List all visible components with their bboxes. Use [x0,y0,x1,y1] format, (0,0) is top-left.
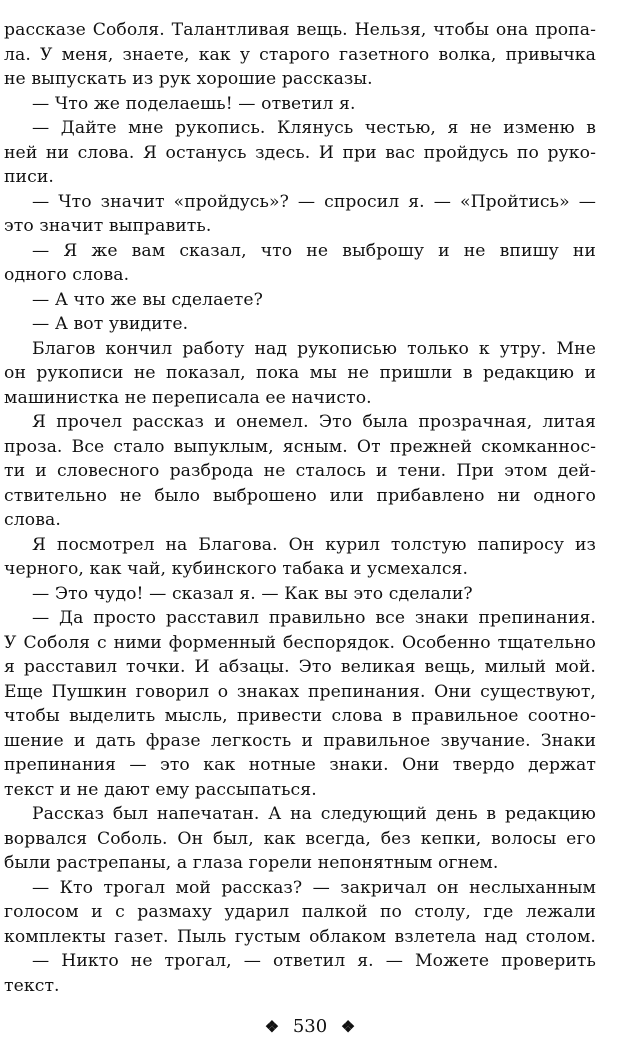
text-line: — Кто трогал мой рассказ? — закричал он неслыханным [32,877,596,898]
text-line: были растрепаны, а глаза горели непонятным огнем. [4,853,499,873]
text-line: ворвался Соболь. Он был, как всегда, без кепки, волосы его [4,828,596,849]
text-line: — Да просто расставил правильно все знаки препинания. [32,608,596,628]
text-line: черного, как чай, кубинского табака и усмехался. [4,559,469,579]
left-ornament-icon: ❖ [264,1017,280,1036]
text-line: голосом и с размаху ударил палкой по столу, где лежали [4,902,596,922]
text-line: шение и дать фразе легкость и правильное звучание. Знаки [4,730,596,751]
text-line: Благов кончил работу над рукописью только к утру. Мне [32,338,596,359]
text-line: — Это чудо! — сказал я. — Как вы это сделали? [32,583,473,604]
text-line: Я прочел рассказ и онемел. Это была прозрачная, литая [32,412,596,432]
text-line: рассказе Соболя. Талантливая вещь. Нельзя, чтобы она пропа- [4,20,596,40]
text-line: — А что же вы сделаете? [32,289,263,310]
text-line: ти и словесного разброда не сталось и тени. При этом дей- [4,461,596,481]
text-line: это значит выправить. [4,216,212,236]
page-number: 530 [292,1016,328,1037]
text-line: — Дайте мне рукопись. Клянусь честью, я не изменю в [32,118,596,138]
text-line: комплекты газет. Пыль густым облаком взлетела над столом. [4,926,596,947]
text-line: слова. [4,510,61,530]
text-line: чтобы выделить мысль, привести слова в правильное соотно- [4,706,596,726]
text-line: препинания — это как нотные знаки. Они твердо держат [4,755,596,775]
text-line: писи. [4,167,54,187]
text-line: Я посмотрел на Благова. Он курил толстую папиросу из [32,534,596,555]
text-line: машинистка не переписала ее начисто. [4,387,372,408]
text-line: — Что же поделаешь! — ответил я. [32,93,356,114]
text-line: я расставил точки. И абзацы. Это великая вещь, милый мой. [4,657,596,677]
text-line: текст и не дают ему рассыпаться. [4,779,317,800]
text-line: текст. [4,975,60,996]
page-footer [0,1015,620,1039]
text-line: У Соболя с ними форменный беспорядок. Особенно тщательно [4,632,596,653]
text-line: Рассказ был напечатан. А на следующий день в редакцию [32,804,596,824]
text-line: — А вот увидите. [32,314,189,334]
text-line: ла. У меня, знаете, как у старого газетного волка, привычка [4,44,596,65]
text-line: ней ни слова. Я останусь здесь. И при вас пройдусь по руко- [4,142,596,163]
text-line: — Я же вам сказал, что не выброшу и не впишу ни [32,240,596,261]
text-line: он рукописи не показал, пока мы не пришли в редакцию и [4,363,596,383]
text-line: не выпускать из рук хорошие рассказы. [4,69,373,89]
text-line: — Что значит «пройдусь»? — спросил я. — «Пройтись» — [32,191,596,212]
text-line: ствительно не было выброшено или прибавлено ни одного [4,485,596,506]
body-text [4,18,596,998]
right-ornament-icon: ❖ [340,1017,356,1036]
text-line: — Никто не трогал, — ответил я. — Можете проверить [32,951,596,971]
text-line: одного слова. [4,265,130,285]
text-line: проза. Все стало выпуклым, ясным. От прежней скомканнос- [4,436,596,457]
text-line: Еще Пушкин говорил о знаках препинания. Они существуют, [4,681,596,702]
